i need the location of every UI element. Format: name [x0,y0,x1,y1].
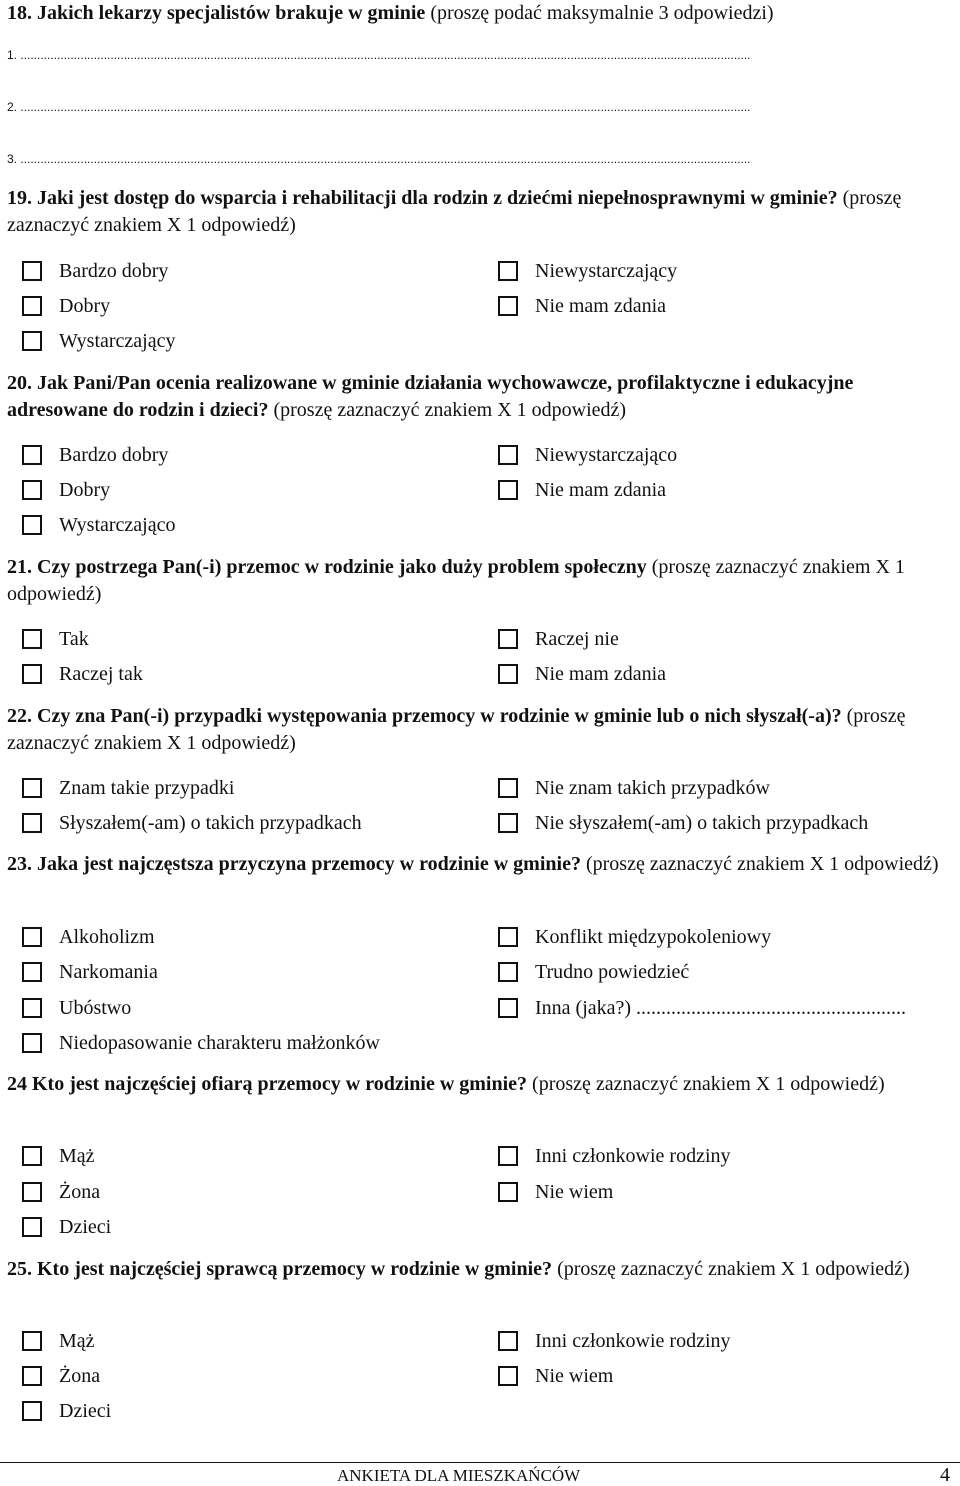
checkbox[interactable] [498,778,518,798]
option-label: Nie wiem [535,1365,614,1387]
option-checkbox[interactable] [498,1180,613,1204]
option-checkbox[interactable] [22,294,110,318]
option-checkbox[interactable] [498,259,677,283]
option-label: Raczej tak [59,663,143,685]
option-label: Wystarczająco [59,514,176,536]
checkbox[interactable] [22,1146,42,1166]
checkbox[interactable] [22,629,42,649]
option-label: Trudno powiedzieć [535,961,690,983]
option-label: Konflikt międzypokoleniowy [535,926,772,948]
option-label: Bardzo dobry [59,260,169,282]
option-checkbox[interactable] [22,259,168,283]
option-label: Znam takie przypadki [59,777,235,799]
checkbox[interactable] [22,927,42,947]
question-19 [7,185,947,239]
option-checkbox[interactable] [22,1215,111,1239]
question-21-instruction: (proszę zaznaczyć znakiem X 1 odpowiedź) [7,556,905,605]
checkbox[interactable] [498,1146,518,1166]
checkbox[interactable] [498,1366,518,1386]
checkbox[interactable] [22,515,42,535]
footer-divider [0,1462,960,1463]
question-25 [7,1256,947,1283]
checkbox[interactable] [498,664,518,684]
option-checkbox[interactable] [498,478,666,502]
option-label: Żona [59,1365,101,1387]
question-24-instruction: (proszę zaznaczyć znakiem X 1 odpowiedź) [527,1073,885,1095]
question-25-title: 25. Kto jest najczęściej sprawcą przemocy w rodzinie w gminie? [7,1258,553,1280]
checkbox[interactable] [498,296,518,316]
option-checkbox[interactable] [22,960,158,984]
checkbox[interactable] [22,998,42,1018]
checkbox[interactable] [498,1331,518,1351]
option-checkbox[interactable] [498,1144,731,1168]
option-label: Niedopasowanie charakteru małżonków [59,1032,380,1054]
option-checkbox[interactable] [22,478,110,502]
option-checkbox[interactable] [22,1399,111,1423]
option-label: Raczej nie [535,628,619,650]
answer-line-2[interactable]: 2. ........................................................................................................................................................................................................................... [7,100,751,114]
checkbox[interactable] [22,1366,42,1386]
question-18 [7,0,947,27]
page-number: 4 [940,1464,950,1486]
option-label: Alkoholizm [59,926,155,948]
checkbox[interactable] [498,261,518,281]
checkbox[interactable] [22,261,42,281]
question-20-title: 20. Jak Pani/Pan ocenia realizowane w gminie działania wychowawcze, profilaktyczne i edukacyjne adresowane do rodzin i dzieci? [7,372,854,421]
question-19-title: 19. Jaki jest dostęp do wsparcia i rehabilitacji dla rodzin z dziećmi niepełnosprawnymi w gminie? [7,187,838,209]
checkbox[interactable] [498,962,518,982]
option-label: Dzieci [59,1216,112,1238]
option-checkbox[interactable] [22,443,168,467]
option-label: Nie mam zdania [535,479,667,501]
option-label: Bardzo dobry [59,444,169,466]
option-label: Inni członkowie rodziny [535,1145,731,1167]
option-checkbox[interactable] [22,776,235,800]
option-checkbox[interactable] [498,627,619,651]
option-checkbox[interactable] [22,996,131,1020]
option-label: Inna (jaka?) ...................................................... [535,997,907,1019]
option-checkbox[interactable] [498,1364,613,1388]
question-22-instruction: (proszę zaznaczyć znakiem X 1 odpowiedź) [7,705,906,754]
question-20 [7,370,947,424]
option-checkbox[interactable] [498,925,771,949]
option-checkbox[interactable] [498,1329,731,1353]
option-label: Dobry [59,295,111,317]
question-24 [7,1071,947,1098]
option-checkbox[interactable] [498,443,677,467]
option-label: Nie znam takich przypadków [535,777,770,799]
question-18-title: 18. Jakich lekarzy specjalistów brakuje w gminie [7,2,426,24]
question-22 [7,703,947,757]
checkbox[interactable] [22,296,42,316]
option-label: Ubóstwo [59,997,132,1019]
option-checkbox[interactable] [498,294,666,318]
question-20-instruction: (proszę zaznaczyć znakiem X 1 odpowiedź) [268,399,627,421]
option-label: Dobry [59,479,111,501]
question-24-title: 24 Kto jest najczęściej ofiarą przemocy w rodzinie w gminie? [7,1073,528,1095]
checkbox[interactable] [22,813,42,833]
checkbox[interactable] [498,480,518,500]
checkbox[interactable] [22,480,42,500]
answer-line-1[interactable]: 1. ........................................................................................................................................................................................................................... [7,48,751,62]
question-23-instruction: (proszę zaznaczyć znakiem X 1 odpowiedź) [580,853,939,875]
option-label: Niewystarczająco [535,444,678,466]
checkbox[interactable] [498,629,518,649]
option-label: Narkomania [59,961,158,983]
option-checkbox[interactable] [498,960,689,984]
checkbox[interactable] [22,445,42,465]
option-checkbox[interactable] [22,1329,95,1353]
question-23 [7,851,947,878]
checkbox[interactable] [22,1401,42,1421]
option-checkbox[interactable] [498,811,868,835]
checkbox[interactable] [22,664,42,684]
option-checkbox[interactable] [22,1031,380,1055]
option-checkbox[interactable] [22,329,176,353]
option-label: Słyszałem(-am) o takich przypadkach [59,812,362,834]
option-label: Wystarczający [59,330,176,352]
checkbox[interactable] [22,962,42,982]
option-checkbox[interactable] [22,811,362,835]
option-checkbox[interactable] [22,1364,100,1388]
option-label: Żona [59,1181,101,1203]
option-label: Inni członkowie rodziny [535,1330,731,1352]
question-21 [7,554,947,608]
option-label: Nie słyszałem(-am) o takich przypadkach [535,812,869,834]
checkbox[interactable] [498,927,518,947]
option-label: Mąż [59,1145,95,1167]
question-19-instruction: (proszę zaznaczyć znakiem X 1 odpowiedź) [7,187,902,236]
checkbox[interactable] [498,1182,518,1202]
option-label: Nie mam zdania [535,663,667,685]
footer-title: ANKIETA DLA MIESZKAŃCÓW [337,1466,581,1485]
option-label: Niewystarczający [535,260,678,282]
option-checkbox[interactable] [22,627,89,651]
checkbox[interactable] [22,1182,42,1202]
option-label: Dzieci [59,1400,112,1422]
checkbox[interactable] [498,998,518,1018]
checkbox[interactable] [22,1033,42,1053]
question-23-title: 23. Jaka jest najczęstsza przyczyna przemocy w rodzinie w gminie? [7,853,581,875]
option-label: Tak [59,628,89,650]
option-label: Nie wiem [535,1181,614,1203]
checkbox[interactable] [498,813,518,833]
checkbox[interactable] [22,1331,42,1351]
option-checkbox[interactable] [22,1144,95,1168]
option-checkbox[interactable] [22,513,176,537]
answer-line-3[interactable]: 3. ........................................................................................................................................................................................................................... [7,152,751,166]
option-checkbox[interactable] [498,662,666,686]
checkbox[interactable] [22,778,42,798]
option-checkbox[interactable] [498,996,906,1020]
checkbox[interactable] [22,331,42,351]
question-25-instruction: (proszę zaznaczyć znakiem X 1 odpowiedź) [552,1258,910,1280]
option-label: Mąż [59,1330,95,1352]
question-21-title: 21. Czy postrzega Pan(-i) przemoc w rodzinie jako duży problem społeczny [7,556,647,578]
checkbox[interactable] [22,1217,42,1237]
option-label: Nie mam zdania [535,295,667,317]
question-18-instruction: (proszę podać maksymalnie 3 odpowiedzi) [425,2,774,24]
option-checkbox[interactable] [22,1180,100,1204]
checkbox[interactable] [498,445,518,465]
option-checkbox[interactable] [22,925,155,949]
option-checkbox[interactable] [498,776,770,800]
option-checkbox[interactable] [22,662,143,686]
question-22-title: 22. Czy zna Pan(-i) przypadki występowania przemocy w rodzinie w gminie lub o nich słyszał(-a)? [7,705,842,727]
